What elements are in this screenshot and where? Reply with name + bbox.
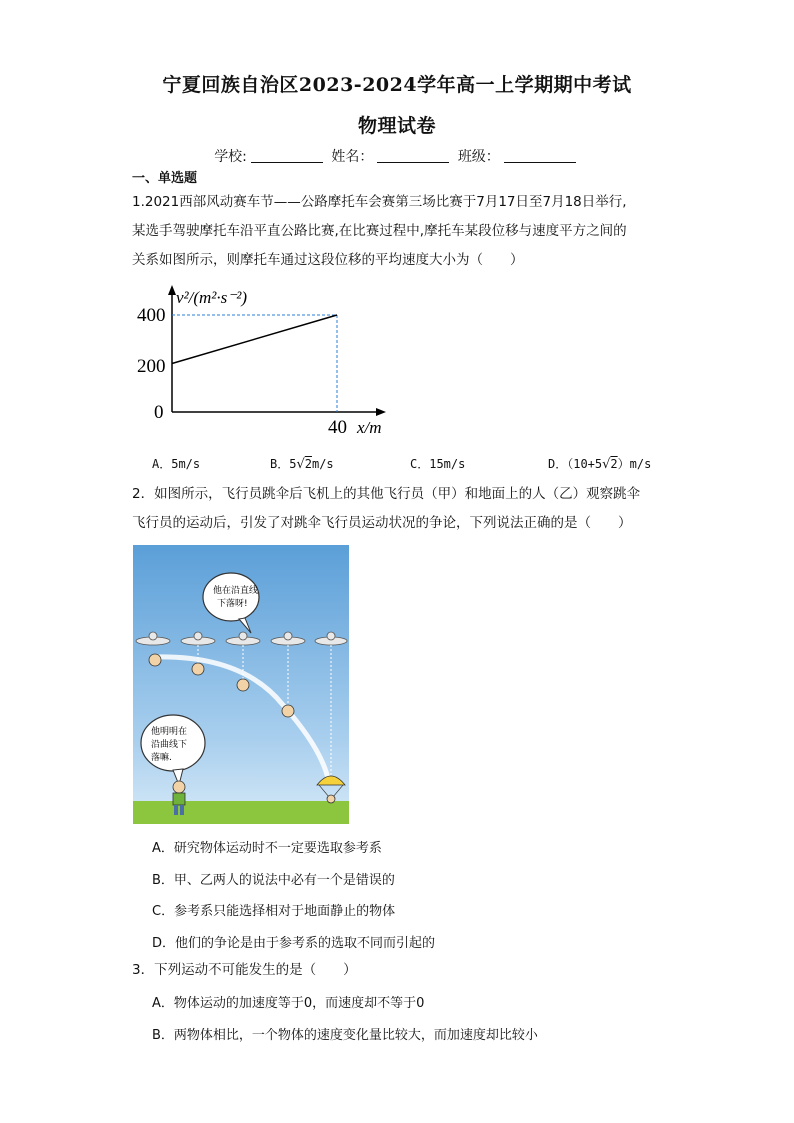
bubble-top-text-2: 下落呀! [217, 599, 248, 609]
q1-option-b[interactable]: B．5√2m/s [270, 457, 334, 472]
q1-option-a[interactable]: A．5m/s [152, 457, 201, 471]
name-blank[interactable] [377, 162, 449, 163]
q1-line-3: 关系如图所示，则摩托车通过这段位移的平均速度大小为（ ） [132, 252, 524, 268]
exam-subtitle: 物理试卷 [357, 115, 436, 137]
bubble-left-text-1: 他明明在 [151, 727, 188, 737]
data-line [172, 315, 337, 364]
q1-option-c[interactable]: C．15m/s [410, 457, 466, 471]
school-label: 学校: [214, 149, 247, 165]
q3-option-b[interactable]: B．两物体相比，一个物体的速度变化量比较大，而加速度却比较小 [152, 1027, 538, 1043]
question-2 [132, 480, 672, 538]
class-blank[interactable] [504, 162, 576, 163]
q2-option-c[interactable]: C．参考系只能选择相对于地面静止的物体 [152, 904, 396, 919]
student-info-line [0, 146, 794, 166]
x-axis-arrow [376, 408, 386, 416]
q2-line-2: 飞行员的运动后，引发了对跳伞飞行员运动状况的争论，下列说法正确的是（ ） [132, 515, 632, 531]
q1-line-2: 某选手驾驶摩托车沿平直公路比赛,在比赛过程中,摩托车某段位移与速度平方之间的 [132, 223, 627, 239]
y-axis-arrow [168, 285, 176, 295]
q2-line-1: 2．如图所示，飞行员跳伞后飞机上的其他飞行员（甲）和地面上的人（乙）观察跳伞 [132, 486, 641, 502]
q2-options [152, 833, 435, 959]
bubble-left-text-3: 落嘛. [151, 753, 172, 763]
y-axis-label: v²/(m²·s⁻²) [176, 288, 247, 307]
q3-option-a[interactable]: A．物体运动的加速度等于0，而速度却不等于0 [152, 996, 425, 1011]
question-1 [132, 188, 672, 275]
bubble-left-text-2: 沿曲线下 [151, 740, 188, 750]
x-axis-label: x/m [357, 418, 382, 437]
q2-option-a[interactable]: A．研究物体运动时不一定要选取参考系 [152, 841, 382, 856]
y-tick-200: 200 [137, 356, 166, 377]
q2-option-b[interactable]: B．甲、乙两人的说法中必有一个是错误的 [152, 872, 395, 888]
sqrt-symbol: √ [296, 457, 305, 472]
y-tick-400: 400 [137, 305, 166, 326]
section-heading: 一、单选题 [132, 171, 198, 186]
name-label: 姓名： [331, 149, 374, 165]
x-tick-40: 40 [328, 417, 347, 438]
speech-bubble-top [203, 573, 259, 621]
q3-line-1: 3．下列运动不可能发生的是（ ） [132, 962, 357, 978]
q3-options [152, 988, 538, 1051]
q1-option-d[interactable]: D．（10+5√2）m/s [548, 457, 652, 472]
parachute-cartoon [133, 545, 349, 824]
class-label: 班级： [457, 149, 500, 165]
sqrt-symbol: √ [602, 457, 611, 472]
velocity-displacement-chart [132, 285, 402, 440]
bubble-top-text-1: 他在沿直线 [213, 586, 259, 596]
ground [133, 801, 349, 824]
q1-line-1: 1.2021西部风动赛车节——公路摩托车会赛第三场比赛于7月17日至7月18日举行, [132, 194, 627, 210]
question-3 [132, 956, 672, 985]
parachutist [327, 795, 335, 803]
y-tick-0: 0 [154, 402, 164, 423]
q2-option-d[interactable]: D．他们的争论是由于参考系的选取不同而引起的 [152, 935, 436, 951]
school-blank[interactable] [251, 162, 323, 163]
exam-title: 宁夏回族自治区2023-2024学年高一上学期期中考试 [162, 74, 632, 96]
